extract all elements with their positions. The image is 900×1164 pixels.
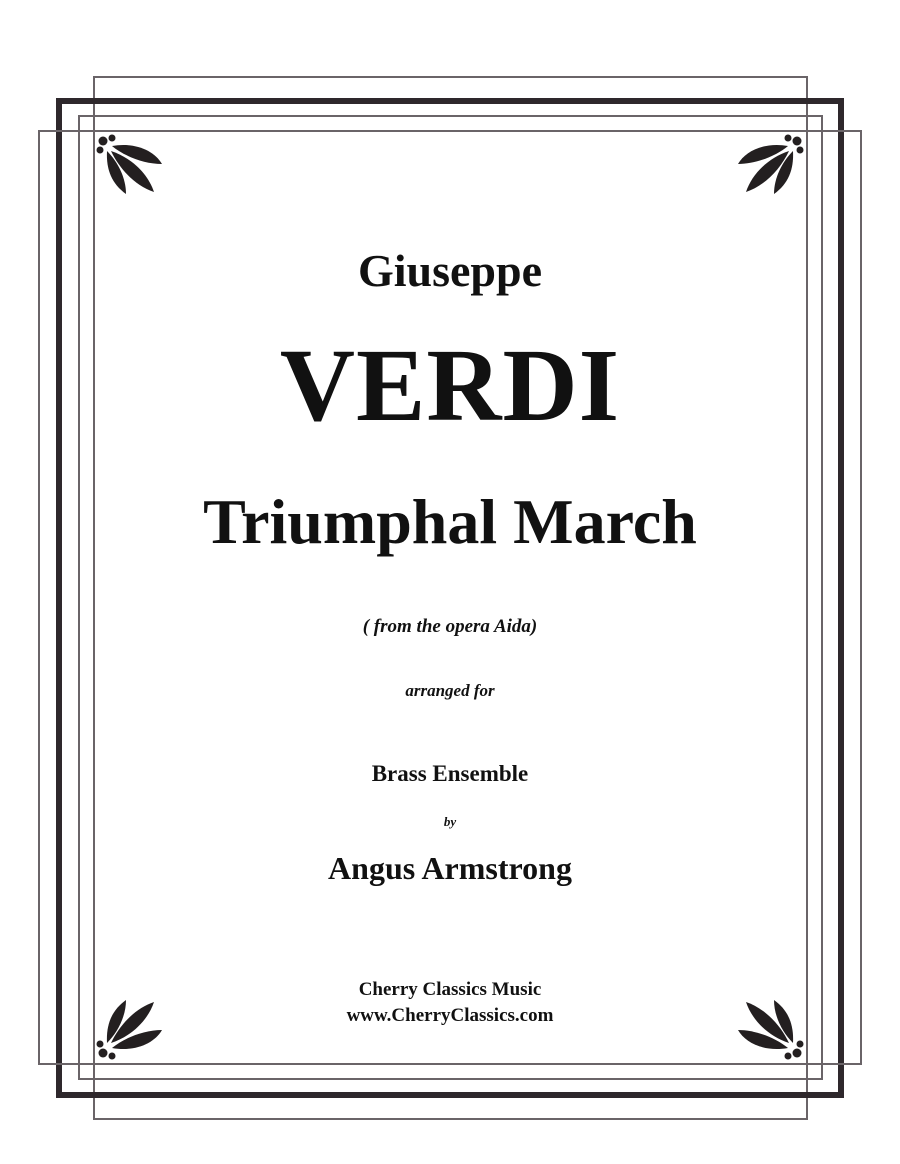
arranger-name: Angus Armstrong <box>328 850 572 886</box>
outer-frame-vertical <box>93 76 808 1120</box>
composer-first-name: Giuseppe <box>357 245 543 296</box>
by-label: by <box>443 814 457 829</box>
ensemble-name: Brass Ensemble <box>371 761 529 786</box>
arranged-for-label: arranged for <box>405 681 495 700</box>
work-subtitle: ( from the opera Aida) <box>362 616 538 637</box>
publisher-website: www.CherryClassics.com <box>346 1005 554 1026</box>
corner-ornament-top-left-icon <box>96 134 166 198</box>
work-title: Triumphal March <box>203 486 697 557</box>
corner-ornament-top-right-icon <box>734 134 804 198</box>
composer-last-name: VERDI <box>279 328 621 443</box>
publisher-name: Cherry Classics Music <box>358 979 542 1000</box>
